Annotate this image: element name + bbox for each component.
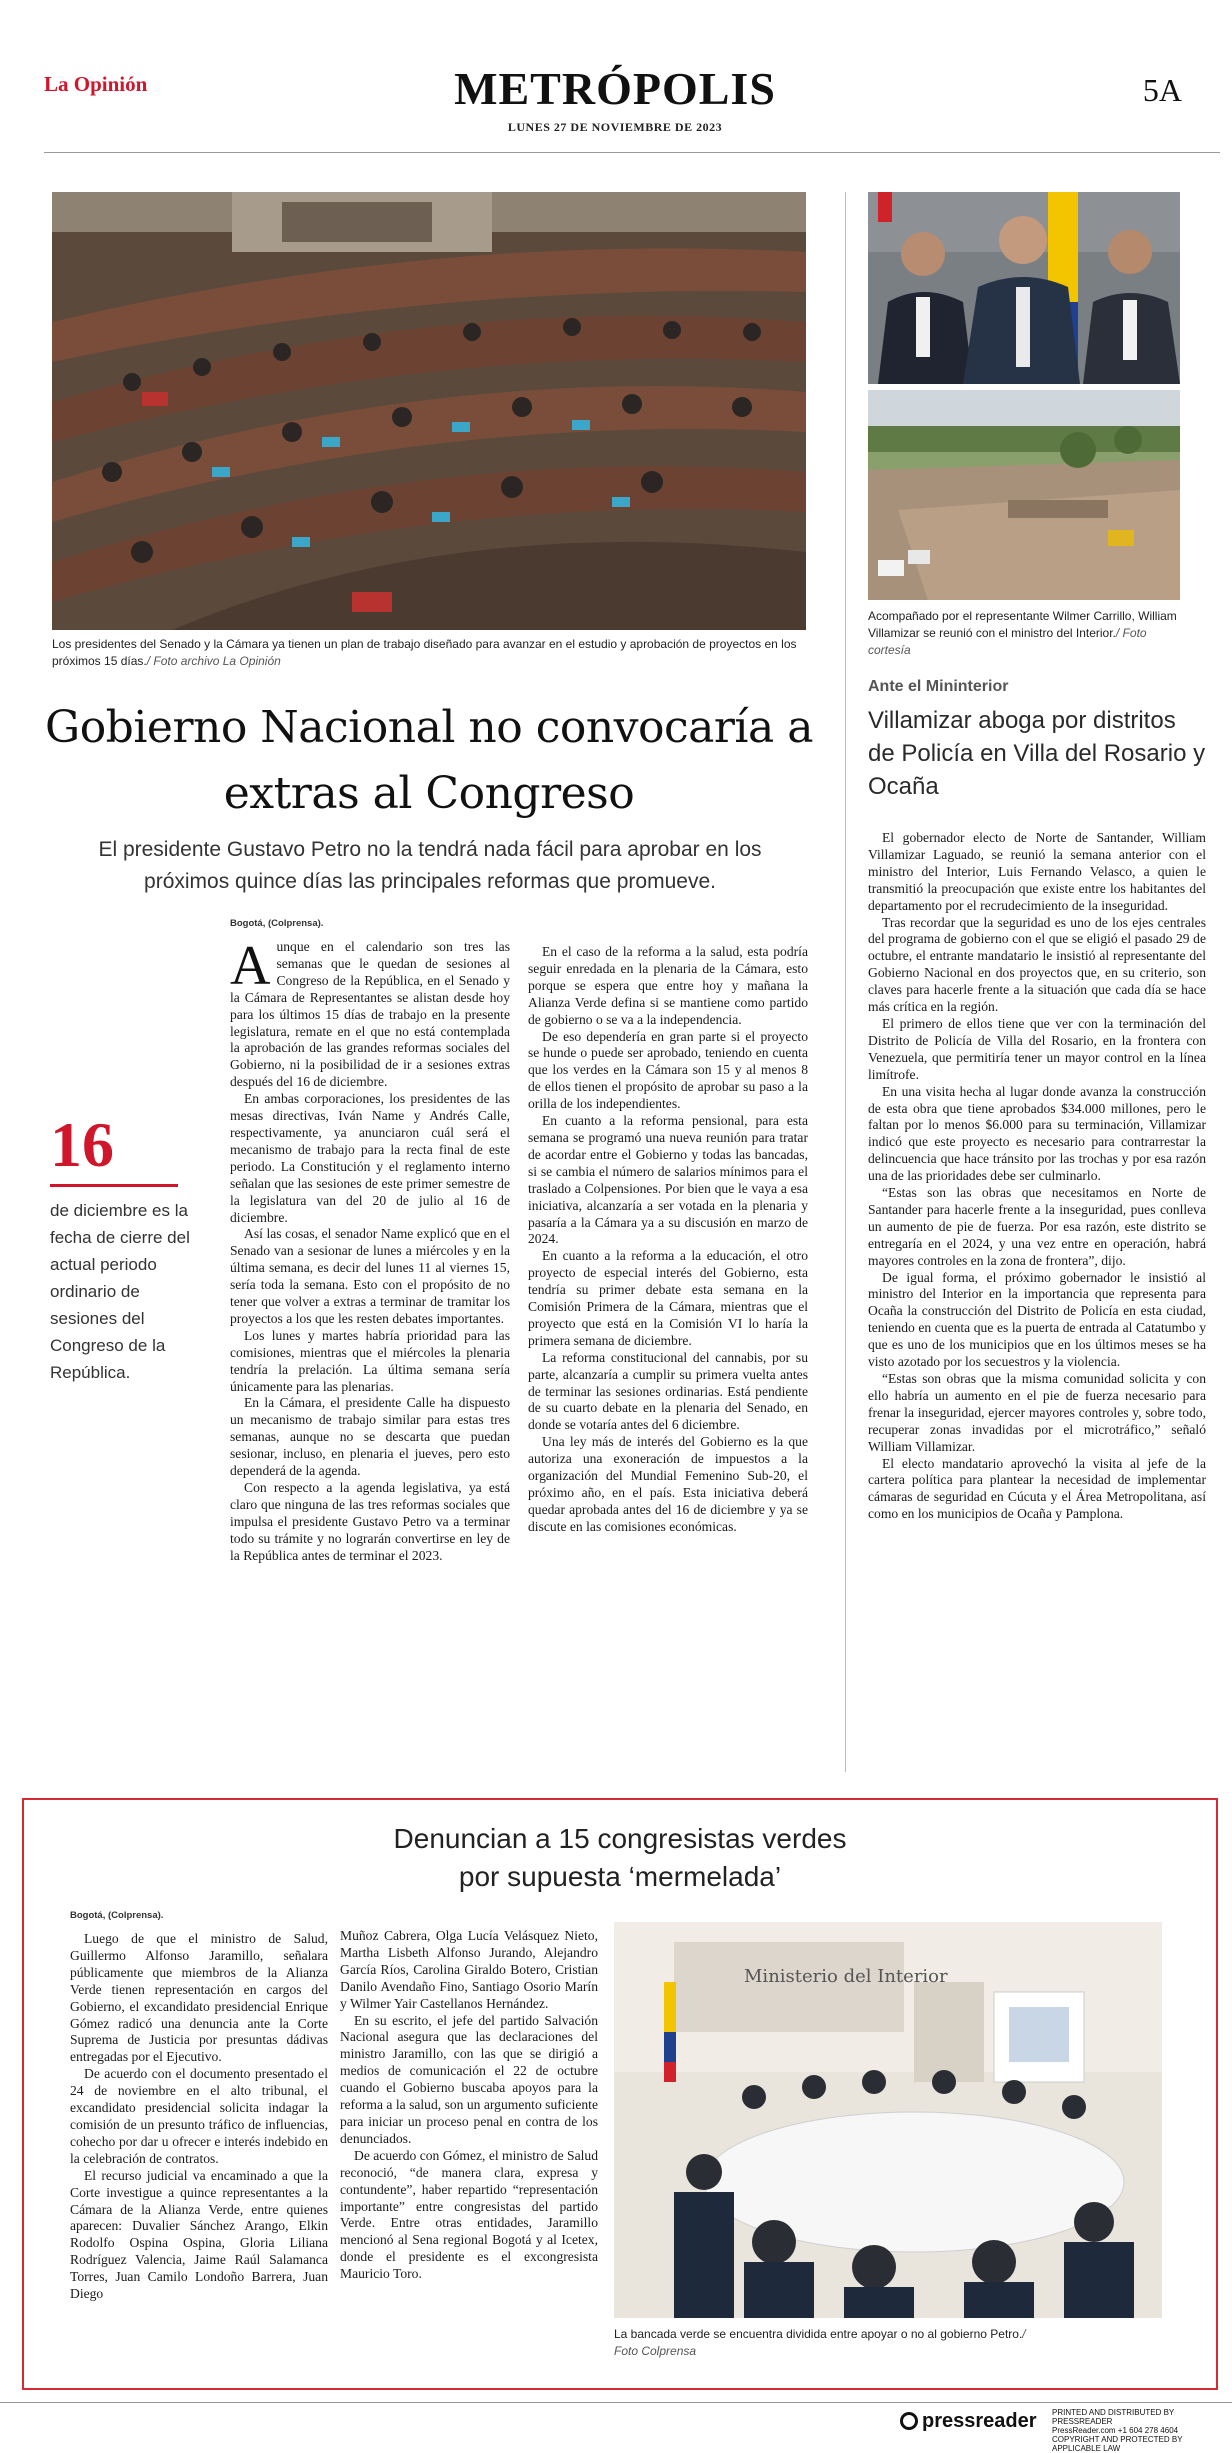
main-photo-caption bbox=[52, 636, 806, 670]
boxed-headline-line-1: Denuncian a 15 congresistas verdes bbox=[393, 1823, 847, 1854]
pressreader-icon bbox=[900, 2412, 918, 2430]
boxed-headline bbox=[22, 1820, 1218, 1896]
boxed-paragraph: De acuerdo con el documento presentado el 24 de noviembre en el alto tribunal, el excandidato presidencial solicita indagar la comisión de un presunto tráfico de influencias, cohecho por dar u ofrecer e interés indebido en la celebración de contratos. bbox=[70, 2066, 328, 2166]
column-divider bbox=[845, 192, 846, 1772]
main-paragraph: Una ley más de interés del Gobierno es la que autoriza una exoneración de impuestos a la organización del Mundial Femenino Sub-20, el próximo año, en el país. Esta iniciativa deberá quedar aprobada antes del 16 de diciembre y ya se discute en las comisiones económicas. bbox=[528, 1434, 808, 1534]
construction-site-photo bbox=[868, 390, 1180, 600]
main-paragraph: Así las cosas, el senador Name explicó que en el Senado van a sesionar de lunes a miércoles y en la última semana, es decir del lunes 11 al viernes 15, sería toda la semana. Esto con el propósito de no tener que volver a extras a terminar de tramitar los proyectos a los que les resten debates importantes. bbox=[230, 1226, 510, 1326]
boxed-story-column-2 bbox=[340, 1928, 598, 2283]
boxed-photo-caption-text: La bancada verde se encuentra dividida entre apoyar o no al gobierno Petro. bbox=[614, 2327, 1023, 2341]
side-paragraph: En una visita hecha al lugar donde avanza la construcción de esta obra que tiene aprobados $34.000 millones, pero le faltan por lo menos $6.000 para su terminación, Villamizar indicó que este proyecto es necesario para contrarrestar la delincuencia que hace tránsito por las trochas y por esa razón una de las prioridades debe ser culminarlo. bbox=[868, 1083, 1206, 1184]
ministry-wall-sign: Ministerio del Interior bbox=[744, 1966, 948, 1987]
boxed-photo-credit: / Foto Colprensa bbox=[614, 2327, 1026, 2358]
main-story-column-2 bbox=[528, 944, 808, 1536]
side-paragraph: El primero de ellos tiene que ver con la terminación del Distrito de Policía de Villa del Rosario, en la frontera con Venezuela, que permitiría tener un mayor control en la línea limítrofe. bbox=[868, 1015, 1206, 1082]
main-headline: Gobierno Nacional no convocaría a extras al Congreso bbox=[45, 702, 813, 819]
stat-callout bbox=[50, 1110, 200, 1386]
boxed-paragraph: Muñoz Cabrera, Olga Lucía Velásquez Nieto, Martha Lisbeth Alfonso Jurando, Alejandro García Ríos, Carolina Giraldo Botero, Cristian Danilo Avendaño Fino, Santiago Osorio Marín y Wilmer Yair Castellanos Hernández. bbox=[340, 1928, 598, 2011]
masthead bbox=[0, 0, 1232, 165]
main-paragraph: En cuanto a la reforma pensional, para esta semana se programó una nueva reunión para tratar de acordar entre el Gobierno y todas las bancadas, si se cambia el número de salarios mínimos para el traslado a Colpensiones. Por bien que le vaya a esa iniciativa, alcanzaría a ser votada en la plenaria y pasaría a la Cámara ya a su discusión en marzo de 2024. bbox=[528, 1113, 808, 1247]
main-paragraph: Con respecto a la agenda legislativa, ya está claro que ninguna de las tres reformas sociales que impulsa el presidente Gustavo Petro va a terminar todo su trámite y no lograrán convertirse en ley de la República antes de terminar el 2023. bbox=[230, 1480, 510, 1563]
stat-underline bbox=[50, 1184, 178, 1187]
main-paragraph bbox=[230, 935, 510, 1091]
portrait-photo bbox=[868, 192, 1180, 384]
main-photo-caption-text: Los presidentes del Senado y la Cámara ya tienen un plan de trabajo diseñado para avanzar en el estudio y aprobación de proyectos en los próximos 15 días. bbox=[52, 637, 797, 668]
boxed-paragraph: En su escrito, el jefe del partido Salvación Nacional asegura que las declaraciones del ministro Jaramillo, con las que se dirigió a medios de comunicación el 22 de octubre cuando el Gobierno buscaba apoyos para la reforma a la salud, son un argumento suficiente para iniciar un proceso penal en contra de los denunciados. bbox=[340, 2012, 598, 2146]
boxed-headline-line-2: por supuesta ‘mermelada’ bbox=[458, 1861, 782, 1892]
boxed-paragraph: Luego de que el ministro de Salud, Guillermo Alfonso Jaramillo, señalara públicamente que miembros de la Alianza Verde tienen representación en cargos del Gobierno, el excandidato presidencial Enrique Gómez radicó una denuncia ante la Corte Suprema de Justicia por presuntas dádivas entregadas por el Ejecutivo. bbox=[70, 1931, 328, 2065]
side-headline: Villamizar aboga por distritos de Policía en Villa del Rosario y Ocaña bbox=[868, 707, 1206, 800]
pressreader-brand: pressreader bbox=[922, 2410, 1037, 2432]
main-paragraph-text: unque en el calendario son tres las semanas que le quedan de sesiones al Congreso de la República, en el Senado y la Cámara de Representantes se alistan desde hoy para los últimos 15 días de trabajo en la presente legislatura, remate en el que no está contemplada la aprobación de las grandes reformas sociales del Gobierno, ni la posibilidad de ir a sesiones extras después del 16 de diciembre. bbox=[230, 939, 510, 1090]
footer-rule bbox=[0, 2402, 1232, 2403]
main-dateline: Bogotá, (Colprensa). bbox=[230, 918, 324, 929]
pressreader-notice-line: PRINTED AND DISTRIBUTED BY PRESSREADER bbox=[1052, 2408, 1175, 2426]
boxed-paragraph: De acuerdo con Gómez, el ministro de Salud reconoció, “de manera clara, expresa y contundente”, haber repartido “representación importante” entre congresistas del partido Verde. Entre otras entidades, Jaramillo mencionó al Sena regional Bogotá y al Icetex, donde el presidente es el excongresista Mauricio Toro. bbox=[340, 2147, 598, 2282]
pressreader-notice bbox=[1052, 2408, 1232, 2453]
side-paragraph: “Estas son las obras que necesitamos en Norte de Santander para hacerle frente a la inseguridad, pues conlleva un aumento de pie de fuerza. Por esa razón, este distrito se entregaría en el 2024, y una vez entre en operación, habrá mayores controles en la zona de frontera”, dijo. bbox=[868, 1185, 1206, 1268]
main-paragraph: En la Cámara, el presidente Calle ha dispuesto un mecanismo de trabajo similar para estas tres semanas, aunque no se descarta que puedan sesionar, incluso, en plenaria el jueves, pero esto dependerá de la agenda. bbox=[230, 1395, 510, 1479]
side-paragraph: “Estas son obras que la misma comunidad solicita y con ello habría un aumento en el pie de fuerza necesario para frenar la inseguridad, ejercer mayores controles y, sobre todo, recuperar zonas invadidas por el microtráfico,” señaló William Villamizar. bbox=[868, 1371, 1206, 1454]
stat-description: de diciembre es la fecha de cierre del actual periodo ordinario de sesiones del Congreso de la República. bbox=[50, 1201, 190, 1382]
boxed-photo-caption bbox=[614, 2326, 1034, 2360]
main-paragraph: La reforma constitucional del cannabis, por su parte, alcanzaría a cumplir su primera vuelta antes de terminar las sesiones ordinarias. Está pendiente de su cuarto debate en la plenaria del Senado, en donde se votaría antes del 6 diciembre. bbox=[528, 1349, 808, 1433]
congress-chamber-photo bbox=[52, 192, 806, 630]
main-paragraph: Los lunes y martes habría prioridad para las comisiones, mientras que el miércoles la plenaria tendría la prelación. La última semana sería únicamente para las plenarias. bbox=[230, 1327, 510, 1394]
pressreader-notice-line: COPYRIGHT AND PROTECTED BY APPLICABLE LAW bbox=[1052, 2435, 1183, 2453]
boxed-paragraph: El recurso judicial va encaminado a que la Corte investigue a quince representantes a la Cámara de la Alianza Verde, entre quienes aparecen: Duvalier Sánchez Arango, Elkin Rodolfo Ospina Ospina, Gloria Liliana Rodríguez Valencia, Jaime Raúl Salamanca Torres, Juan Camilo Londoño Barrera, Juan Diego bbox=[70, 2167, 328, 2302]
main-photo-credit: / Foto archivo La Opinión bbox=[146, 654, 281, 668]
main-subhead: El presidente Gustavo Petro no la tendrá nada fácil para aprobar en los próximos quince días las principales reformas que promueve. bbox=[98, 838, 762, 893]
side-kicker: Ante el Mininterior bbox=[868, 678, 1009, 695]
stat-number: 16 bbox=[50, 1109, 114, 1180]
boxed-dateline: Bogotá, (Colprensa). bbox=[70, 1910, 164, 1921]
pressreader-notice-line: PressReader.com +1 604 278 4604 bbox=[1052, 2426, 1179, 2435]
main-paragraph: En el caso de la reforma a la salud, esta podría seguir enredada en la plenaria de la Cámara, esto porque se espera que entre hoy y mañana la Alianza Verde defina si se mantiene como partido de gobierno o se va a la independencia. bbox=[528, 944, 808, 1027]
side-paragraph: De igual forma, el próximo gobernador le insistió al ministro del Interior en la importancia que representa para Ocaña la construcción del Distrito de Policía en esta ciudad, teniendo en cuenta que es la puerta de entrada al Catatumbo y que es uno de los municipios que en los últimos meses se ha visto azotado por los secuestros y la violencia. bbox=[868, 1269, 1206, 1370]
side-paragraph: El gobernador electo de Norte de Santander, William Villamizar Laguado, se reunió la semana anterior con el ministro del Interior, Luis Fernando Velasco, a quien le transmitió la preocupación que existe entre los habitantes del departamento por el recrudecimiento de la inseguridad. bbox=[868, 830, 1206, 913]
side-paragraph: El electo mandatario aprovechó la visita al jefe de la cartera política para plantear la necesidad de implementar cámaras de seguridad en Cúcuta y el Área Metropolitana, así como en los municipios de Ocaña y Pamplona. bbox=[868, 1455, 1206, 1522]
drop-cap: A bbox=[230, 935, 271, 997]
side-photo-caption-text: Acompañado por el representante Wilmer Carrillo, William Villamizar se reunió con el ministro del Interior. bbox=[868, 609, 1177, 640]
meeting-room-photo bbox=[614, 1922, 1162, 2318]
main-paragraph: De eso dependería en gran parte si el proyecto se hunde o puede ser aprobado, teniendo en cuenta que los verdes en la Cámara son 15 y al menos 8 de ellos tienen el propósito de aprobar su paso a la orilla de los independientes. bbox=[528, 1028, 808, 1112]
newspaper-logo: La Opinión bbox=[44, 72, 148, 96]
side-paragraph: Tras recordar que la seguridad es uno de los ejes centrales del programa de gobierno con el que se eligió el pasado 29 de octubre, el entrante mandatario le insistió al representante del Gobierno Nacional en dos proyectos que, en su criterio, son claves para hacerle frente a la situación que cada día se hace más crítica en la región. bbox=[868, 914, 1206, 1015]
issue-date: LUNES 27 DE NOVIEMBRE DE 2023 bbox=[507, 120, 723, 134]
section-title: METRÓPOLIS bbox=[454, 63, 776, 114]
pressreader-logo bbox=[900, 2410, 1037, 2433]
masthead-rule bbox=[44, 152, 1220, 153]
main-story-column-1 bbox=[230, 918, 510, 1565]
main-paragraph: En cuanto a la reforma a la educación, el otro proyecto de especial interés del Gobierno, esta tendría su primer debate esta semana en la Comisión Primera de la Cámara, mientras que el proyecto que está en la Comisión VI lo haría la primera semana de diciembre. bbox=[528, 1248, 808, 1348]
side-story-column bbox=[868, 830, 1206, 1523]
page-number: 5A bbox=[1142, 72, 1182, 108]
main-paragraph: En ambas corporaciones, los presidentes de las mesas directivas, Iván Name y Andrés Calle, respectivamente, ya anunciaron cuál será el mecanismo de trabajo para la recta final de este periodo. La Constitución y el reglamento interno señalan que las sesiones de este primer semestre de la legislatura van del 20 de julio al 16 de diciembre. bbox=[230, 1091, 510, 1225]
boxed-story-column-1 bbox=[70, 1910, 328, 2303]
side-photo-credit: / Foto cortesía bbox=[868, 626, 1147, 657]
side-photo-caption bbox=[868, 608, 1186, 659]
